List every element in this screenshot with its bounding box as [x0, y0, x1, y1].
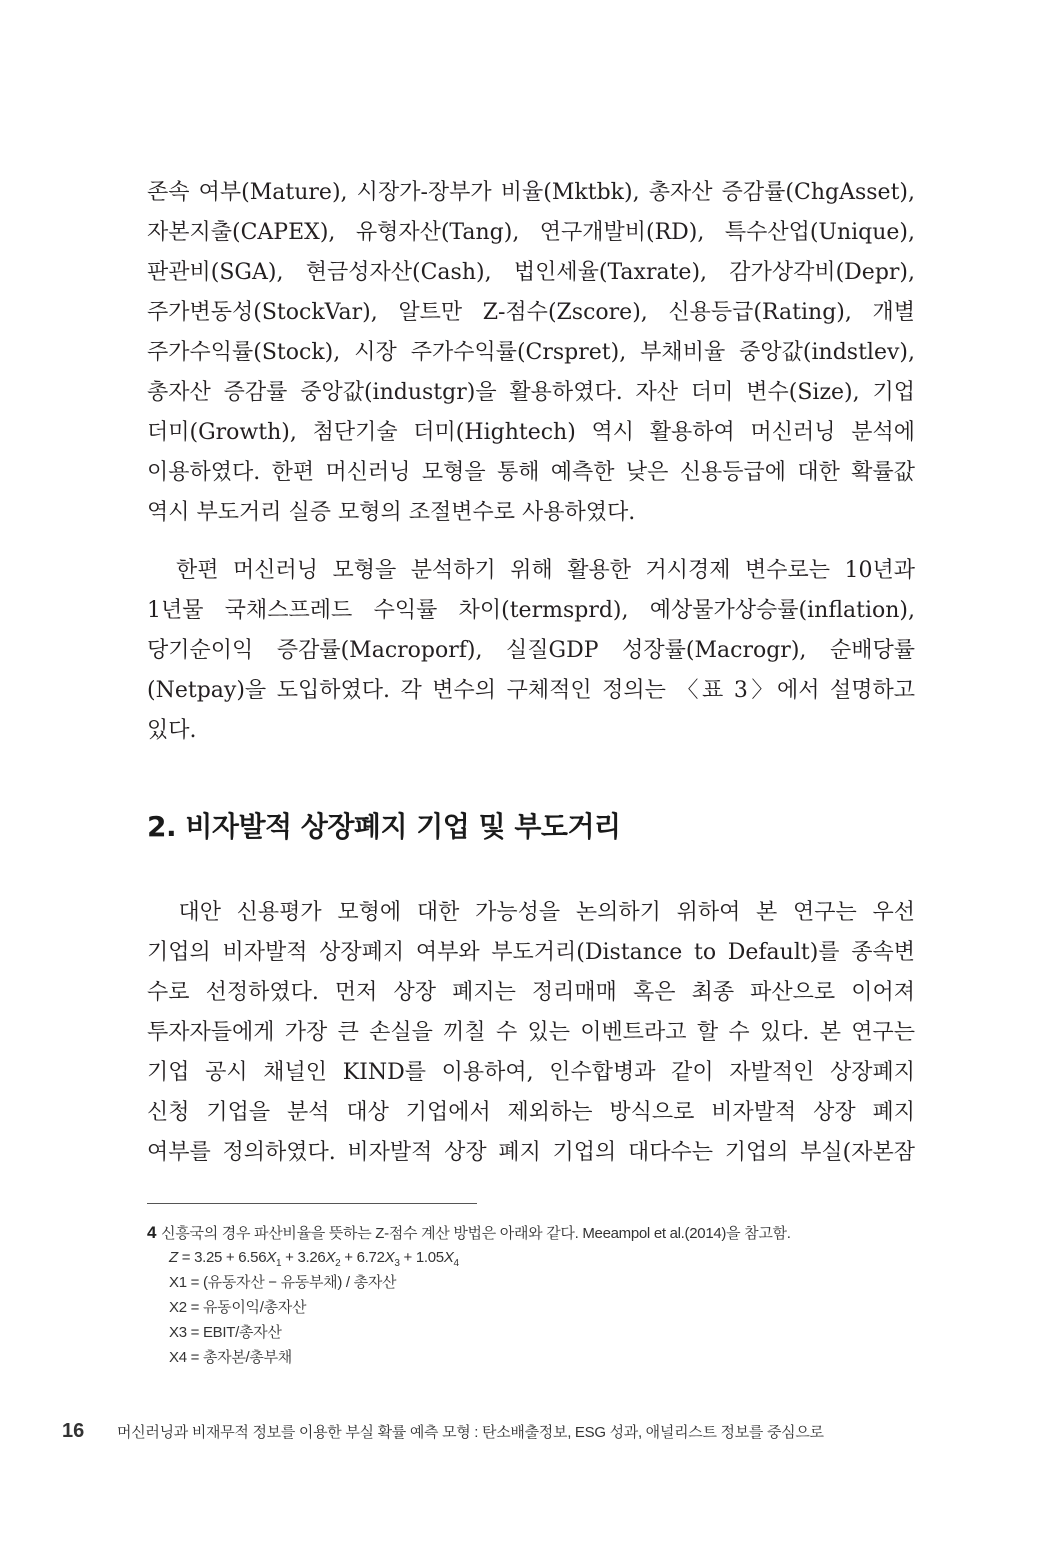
running-title: 머신러닝과 비재무적 정보를 이용한 부실 확률 예측 모형 : 탄소배출정보, ESG 성과, 애널리스트 정보를 중심으로 [117, 1424, 824, 1441]
formula-definition: X2 = 유동이익/총자산 [169, 1299, 307, 1316]
text-line: 수로 선정하였다. 먼저 상장 폐지는 정리매매 혹은 최종 파산으로 이어져 [147, 980, 915, 1005]
text-line: 당기순이익 증감률(Macroporf), 실질GDP 성장률(Macrogr), 순배당률 [147, 638, 915, 663]
formula-definition: X4 = 총자본/총부채 [169, 1349, 292, 1366]
text-line: 역시 부도거리 실증 모형의 조절변수로 사용하였다. [147, 500, 636, 525]
text-line: 기업의 비자발적 상장폐지 여부와 부도거리(Distance to Default)를 종속변 [147, 940, 915, 965]
formula-definition: X3 = EBIT/총자산 [169, 1324, 282, 1341]
formula-var: X [266, 1249, 276, 1266]
text-line: 존속 여부(Mature), 시장가-장부가 비율(Mktbk), 총자산 증감률(ChgAsset), [147, 180, 915, 205]
text-line: (Netpay)을 도입하였다. 각 변수의 구체적인 정의는 〈표 3〉에서 설명하고 [147, 678, 915, 703]
paragraph-variables [147, 173, 915, 533]
text-line: 총자산 증감률 중앙값(industgr)을 활용하였다. 자산 더미 변수(Size), 기업 [147, 380, 915, 405]
paragraph-delisting [147, 893, 915, 1173]
text-line: 여부를 정의하였다. 비자발적 상장 폐지 기업의 대다수는 기업의 부실(자본잠 [147, 1140, 915, 1165]
section-heading: 2. 비자발적 상장폐지 기업 및 부도거리 [147, 810, 621, 843]
text-line: 투자자들에게 가장 큰 손실을 끼칠 수 있는 이벤트라고 할 수 있다. 본 연구는 [147, 1020, 915, 1045]
formula-term: + 3.26 [281, 1249, 326, 1266]
formula-sub: 4 [453, 1258, 459, 1269]
page-footer [62, 1420, 824, 1443]
paragraph-macro-variables [147, 551, 915, 751]
text-line: 판관비(SGA), 현금성자산(Cash), 법인세율(Taxrate), 감가상각비(Depr), [147, 260, 915, 285]
text-line: 있다. [147, 718, 197, 743]
formula-sub: 1 [275, 1258, 282, 1269]
text-line: 대안 신용평가 모형에 대한 가능성을 논의하기 위하여 본 연구는 우선 [147, 900, 915, 925]
formula-lhs: Z [169, 1249, 178, 1266]
page-number: 16 [62, 1420, 85, 1442]
formula-sub: 3 [394, 1258, 400, 1269]
formula-term: + 1.05 [399, 1249, 444, 1266]
formula-term: = 3.25 + 6.56 [177, 1249, 267, 1266]
text-line: 이용하였다. 한편 머신러닝 모형을 통해 예측한 낮은 신용등급에 대한 확률값 [147, 460, 915, 485]
footnote-text: 신흥국의 경우 파산비율을 뜻하는 Z-점수 계산 방법은 아래와 같다. Meeampol et al.(2014)을 참고함. [161, 1225, 791, 1242]
footnote [147, 1220, 917, 1370]
text-line: 주가변동성(StockVar), 알트만 Z-점수(Zscore), 신용등급(Rating), 개별 [147, 300, 915, 325]
formula-var: X [443, 1249, 454, 1266]
text-line: 1년물 국채스프레드 수익률 차이(termsprd), 예상물가상승률(inflation), [147, 598, 915, 623]
formula-term: + 6.72 [340, 1249, 385, 1266]
formula-definition: X1 = (유동자산 − 유동부채) / 총자산 [169, 1274, 397, 1291]
text-line: 기업 공시 채널인 KIND를 이용하여, 인수합병과 같이 자발적인 상장폐지 [147, 1060, 915, 1085]
formula-var: X [325, 1249, 336, 1266]
z-score-formula [147, 1245, 917, 1270]
text-line: 자본지출(CAPEX), 유형자산(Tang), 연구개발비(RD), 특수산업(Unique), [147, 220, 915, 245]
text-line: 한편 머신러닝 모형을 분석하기 위해 활용한 거시경제 변수로는 10년과 [147, 558, 915, 583]
footnote-divider [147, 1203, 477, 1204]
text-line: 더미(Growth), 첨단기술 더미(Hightech) 역시 활용하여 머신러닝 분석에 [147, 420, 915, 445]
formula-var: X [384, 1249, 395, 1266]
footnote-number: 4 [147, 1223, 157, 1242]
text-line: 신청 기업을 분석 대상 기업에서 제외하는 방식으로 비자발적 상장 폐지 [147, 1100, 915, 1125]
footnote-text-line [147, 1220, 917, 1245]
formula-sub: 2 [335, 1258, 341, 1269]
text-line: 주가수익률(Stock), 시장 주가수익률(Crspret), 부채비율 중앙값(indstlev), [147, 340, 915, 365]
